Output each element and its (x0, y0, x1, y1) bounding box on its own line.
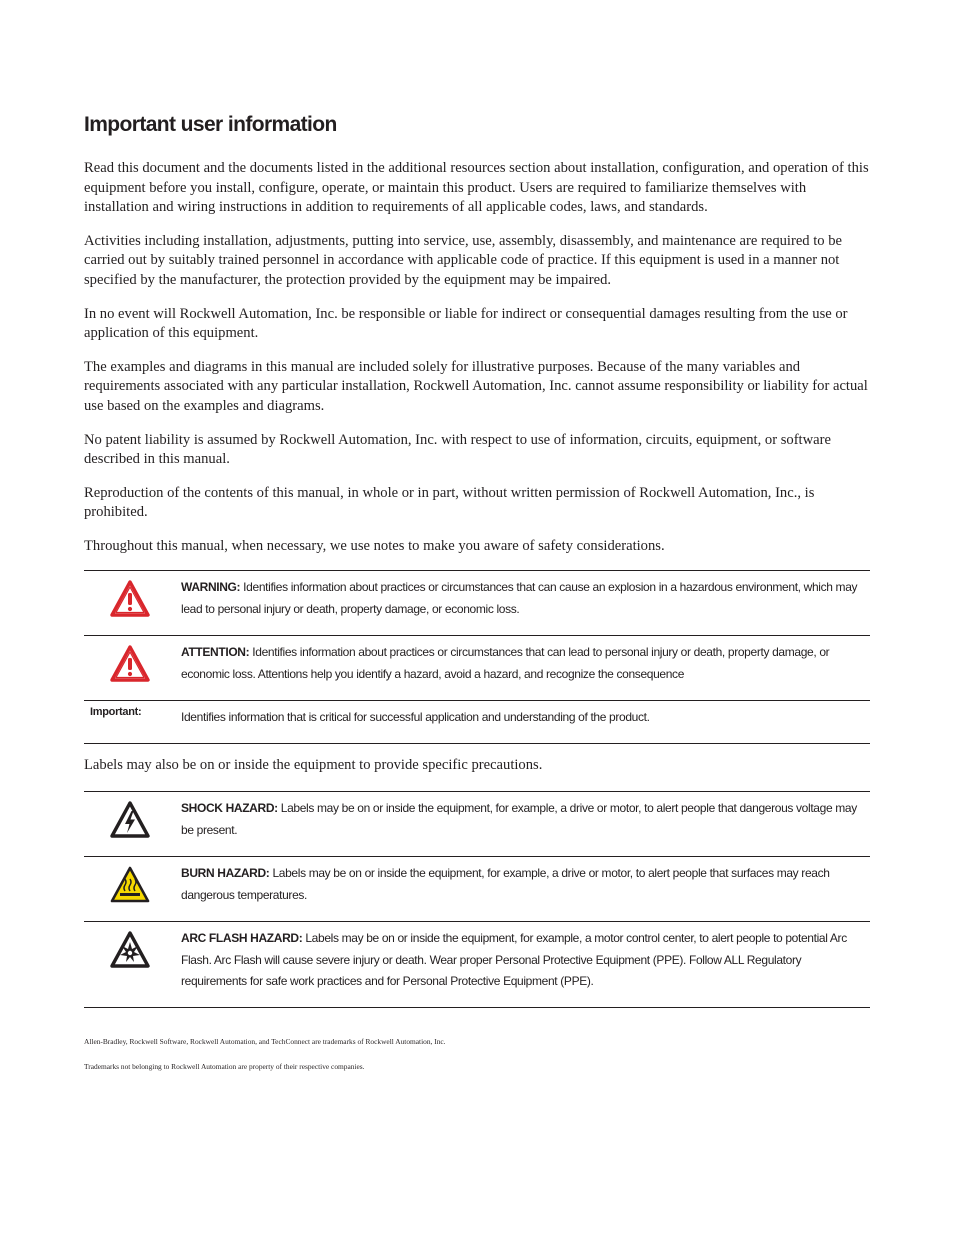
attention-triangle-icon (110, 644, 150, 684)
arc-flash-hazard-label: ARC FLASH HAZARD: (181, 931, 303, 945)
burn-hazard-description: Labels may be on or inside the equipment, for example, a drive or motor, to alert people that surfaces may reach dangerous temperatures. (181, 866, 830, 902)
important-label: Important: (90, 706, 142, 718)
warning-description: Identifies information about practices or circumstances that can cause an explosion in a hazardous environment, which may lead to personal injury or death, property damage, or economic loss. (181, 580, 858, 616)
shock-hazard-description: Labels may be on or inside the equipment, for example, a drive or motor, to alert people that dangerous voltage may be present. (181, 801, 857, 837)
paragraph: Throughout this manual, when necessary, we use notes to make you aware of safety considerations. (84, 537, 665, 554)
paragraph: Reproduction of the contents of this manual, in whole or in part, without written permission of Rockwell Automation, Inc., is prohibited. (84, 484, 815, 521)
burn-hazard-label: BURN HAZARD: (181, 866, 270, 880)
intro-paragraphs (84, 159, 870, 571)
other-trademarks-footnote: Trademarks not belonging to Rockwell Automation are property of their respective companies. (84, 1062, 365, 1071)
warning-triangle-icon (110, 579, 150, 619)
arc-flash-hazard-text (181, 928, 870, 993)
important-note-text: Identifies information that is critical for successful application and understanding of the product. (181, 710, 650, 724)
paragraph: Activities including installation, adjustments, putting into service, use, assembly, disassembly, and maintenance are required to be carried out by suitably trained personnel in accordance with applicable code of practice. If this equipment is used in a manner not specified by the manufacturer, the protection provided by the equipment may be impaired. (84, 232, 843, 288)
burn-hazard-note (84, 857, 870, 922)
paragraph: The examples and diagrams in this manual are included solely for illustrative purposes. Because of the many variables and requirements associated with any particular installation, Rockwell Automation, Inc. cannot assume responsibility or liability for actual use based on the examples and diagrams. (84, 358, 868, 414)
attention-label: ATTENTION: (181, 645, 250, 659)
attention-note (84, 636, 870, 701)
shock-hazard-icon (110, 800, 150, 840)
shock-hazard-label: SHOCK HAZARD: (181, 801, 278, 815)
arc-flash-hazard-note (84, 922, 870, 1007)
burn-hazard-text (181, 863, 870, 906)
shock-hazard-text (181, 798, 870, 841)
warning-note (84, 571, 870, 636)
warning-note-text (181, 577, 870, 620)
paragraph: Read this document and the documents listed in the additional resources section about installation, configuration, and operation of this equipment before you install, configure, operate, or maintain this product. Users are required to familiarize themselves with installation and wiring instructions in addition to requirements of all applicable codes, laws, and standards. (84, 160, 869, 216)
arc-flash-hazard-description: Labels may be on or inside the equipment, for example, a motor control center, to alert people to potential Arc Flash. Arc Flash will cause severe injury or death. Wear proper Personal Protective Equipment (PPE). Follow ALL Regulatory requirements for safe work practices and for Personal Protective Equipment (PPE). (181, 931, 847, 988)
page-title: Important user information (84, 113, 337, 136)
attention-note-text (181, 642, 870, 685)
burn-hazard-icon (110, 865, 150, 905)
paragraph: No patent liability is assumed by Rockwell Automation, Inc. with respect to use of information, circuits, equipment, or software described in this manual. (84, 431, 831, 468)
paragraph: In no event will Rockwell Automation, Inc. be responsible or liable for indirect or consequential damages resulting from the use or application of this equipment. (84, 305, 848, 342)
important-note (84, 701, 870, 743)
safety-notes-table (84, 570, 870, 744)
warning-label: WARNING: (181, 580, 241, 594)
attention-description: Identifies information about practices or circumstances that can lead to personal injury or death, property damage, or economic loss. Attentions help you identify a hazard, avoid a hazard, and recognize the consequence (181, 645, 830, 681)
hazard-labels-table (84, 791, 870, 1008)
arc-flash-hazard-icon (110, 930, 150, 970)
trademarks-footnote: Allen-Bradley, Rockwell Software, Rockwell Automation, and TechConnect are trademarks of Rockwell Automation, Inc. (84, 1037, 446, 1046)
shock-hazard-note (84, 792, 870, 857)
labels-intro-paragraph: Labels may also be on or inside the equipment to provide specific precautions. (84, 757, 543, 773)
